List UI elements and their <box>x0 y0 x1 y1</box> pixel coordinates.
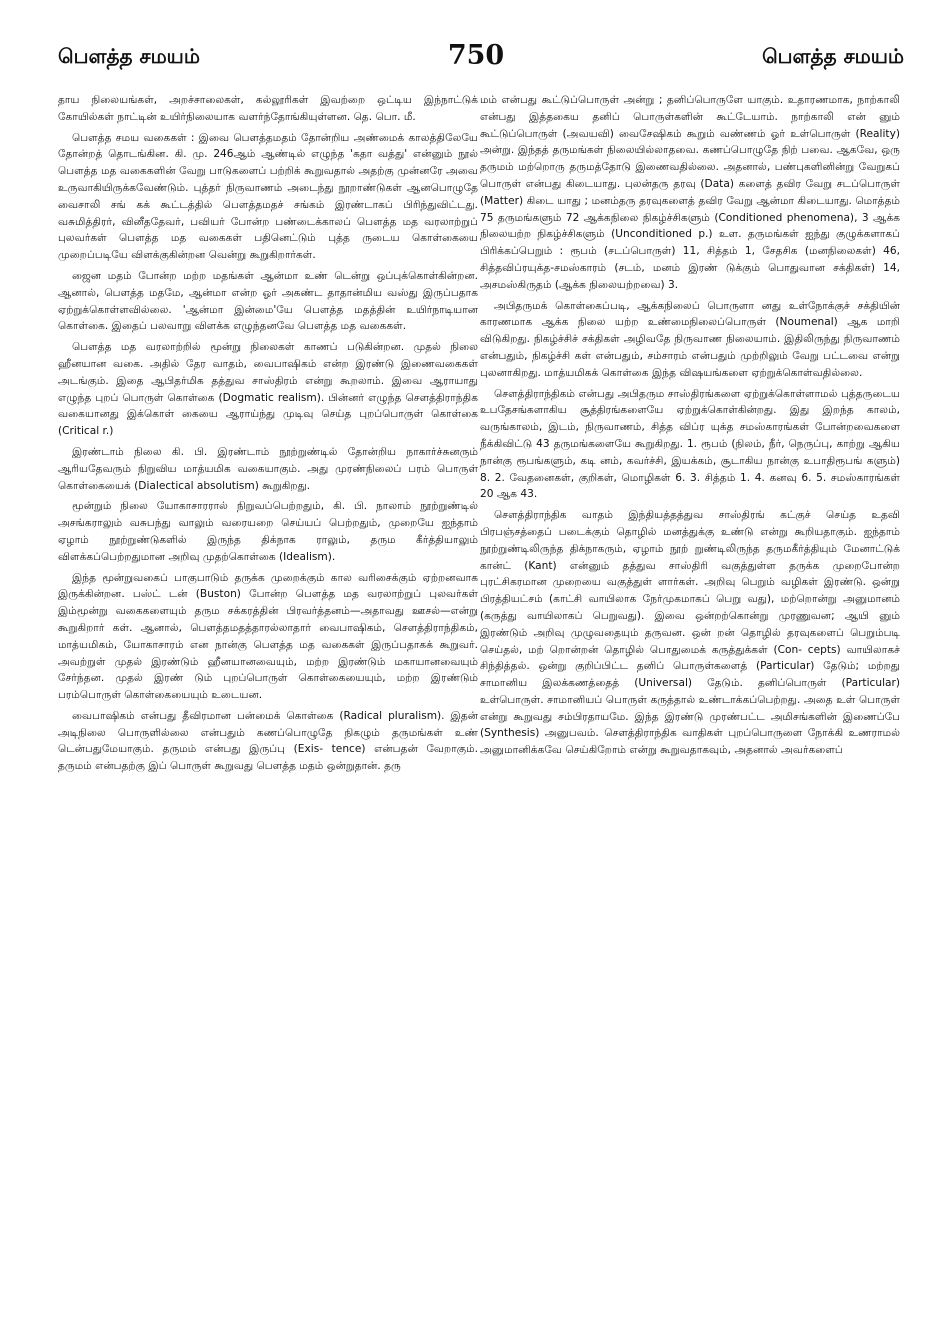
paragraph: தாய நிலையங்கள், அறச்சாலைகள், கல்லூரிகள் இவற்றை ஒட்டிய இந்நாட்டுக் கோயில்கள் நாட்டின் உயிர்நிலையாக வளர்ந்தோங்கியுள்ளன. தெ. பொ. மீ. <box>58 94 478 123</box>
paragraph: பௌத்த மத வரலாற்றில் மூன்று நிலைகள் காணப் படுகின்றன. முதல் நிலை ஹீனயான வகை. அதில் தேர வாதம், வைபாஷிகம் என்ற இரண்டு இணைவகைகள் அடங்கும். இதை ஆபிதர்மிக தத்துவ சாஸ்திரம் என்று கூறலாம். இவை ஆராயாது எழுந்த புறப் பொருள் கொள்கை (Dogmatic realism). பின்னர் எழுந்த சௌத்திராந்திக வகையானது இக்கொள் கையை ஆராய்ந்து முடிவு செய்த புறப்பொருள் கொள்கை (Critical r.) <box>58 341 478 438</box>
paragraph: பௌத்த சமய வகைகள் : இவை பௌத்தமதம் தோன்றிய அண்மைக் காலத்திலேயே தோன்றத் தொடங்கின. கி. மு. 246ஆம் ஆண்டில் எழுந்த 'கதா வத்து' என்னும் நூல் பௌத்த மத வகைகளின் வேறு பாடுகளைப் பற்றிக் கூறுவதால் அதற்கு முன்னரே அவை உருவாகியிருக்கவேண்டும். புத்தர் நிருவாணம் அடைந்து நூறாண்டுகள் ஆனபொழுதே வைசாலி சங் கக் கூட்டத்தில் பௌத்தமதச் சங்கம் இரண்டாகப் பிரிந்துவிட்டது. வசுமித்திரர், வினீததேவர், பவியர் போன்ற பண்டைக்காலப் பௌத்த மத வரலாற்றுப் புலவர்கள் பௌத்த மத வகைகள் பதினெட்டும் புத்த ருடைய கொள்கையை முறைப்படியே விளக்குகின்றன வென்று கூறுகிறார்கள். <box>58 131 478 262</box>
paragraph: வைபாஷிகம் என்பது தீவிரமான பன்மைக் கொள்கை (Radical pluralism). இதன் அடிநிலை பொருளில்லை என்பதும் கணப்பொழுதே நிகழும் தருமங்கள் உண் டென்பதுமேயாகும். தருமம் என்பது இருப்பு (Exis- tence) என்பதன் வேறாகும். தருமம் என்பதற்கு இப் பொருள் கூறுவது பௌத்த மதம் ஒன்றுதான். தரு <box>58 709 478 773</box>
running-header-left: பௌத்த சமயம் <box>58 44 200 68</box>
page-number: 750 <box>447 40 505 71</box>
right-column <box>480 92 900 1332</box>
left-column <box>58 92 478 1332</box>
paragraph: இந்த மூன்றுவகைப் பாகுபாடும் தருக்க முறைக்கும் கால வரிசைக்கும் ஏற்றனவாக இருக்கின்றன. பஸ்ட் டன் (Buston) போன்ற பௌத்த மத வரலாற்றுப் புலவர்கள் இம்மூன்று வகைகளையும் தரும சக்கரத்தின் பிரவர்த்தனம்—அதாவது ஊசல்—என்று கூறுகிறார் கள். ஆனால், பௌத்தமதத்தாரல்லாதார் வைபாஷிகம், சௌத்திராந்திகம், மாத்யமிகம், யோகாசாரம் என நான்கு பௌத்த மத வகைகள் இருப்பதாகக் கூறுவர். அவற்றுள் முதல் இரண்டும் ஹீனயானவையும், மற்ற இரண்டும் மகாயானவையும் சேர்ந்தன. முதல் இரண் டும் புறப்பொருள் கொள்கையையும், மற்ற இரண்டும் பரம்பொருள் கொள்கையையும் உடையன. <box>58 571 478 702</box>
paragraph: அபிதருமக் கொள்கைப்படி, ஆக்கநிலைப் பொருளா னது உள்நோக்குச் சக்தியின் காரணமாக ஆக்க நிலை யற்ற உண்மைநிலைப்பொருள் (Noumenal) ஆக மாறி விடுகிறது. நிகழ்ச்சிச் சக்திகள் அழிவதே நிருவாண நிலையாம். இதிலிருந்து நிருவாணம் என்பதும், நிகழ்ச்சி கள் என்பதும், சம்சாரம் என்பதும் முற்றிலும் வேறு பட்டவை என்று புலனாகிறது. மாத்யமிகக் கொள்கை இந்த விஷயங்களை ஏற்றுக்கொள்வதில்லை. <box>480 299 900 379</box>
paragraph: சௌத்திராந்திக வாதம் இந்தியத்தத்துவ சாஸ்திரங் கட்குச் செய்த உதவி பிரபஞ்சத்தைப் படைக்கும் தொழில் மனத்துக்கு உண்டு என்று கூறியதாகும். ஐந்தாம் நூற்றுண்டிலிருந்த திக்நாகரும், ஏழாம் நூற் றுண்டிலிருந்த தருமகீர்த்தியும் மேனாட்டுக் கான்ட் (Kant) என்னும் தத்துவ சாஸ்திரி வகுத்துள்ள தருக்க முறைபோன்ற புரட்சிகரமான முறையை வகுத்துள் ளார்கள். அறிவு பெறும் வழிகள் இரண்டு. ஒன்று பிரத்தியட்சம் (காட்சி வாயிலாக நேர்முகமாகப் பெறு வது), மற்றொன்று அனுமானம் (கருத்து வாயிலாகப் பெறுவது). இவை ஒன்றற்கொன்று முரணுவன; ஆயி னும் இரண்டும் அறிவு முழுவதையும் தருவன. ஒன் றன் தொழில் தரவுகளைப் பெறும்படி செய்தல், மற் றொன்றன் தொழில் பொதுமைக் கருத்துக்கள் (Con- cepts) வாயிலாகச் சிந்தித்தல். ஒன்று குறிப்பிட்ட தனிப் பொருள்களைத் (Particular) தேடும்; மற்றது சாமானிய இலக்கணத்தைத் (Universal) தேடும். தனிப்பொருள் (Particular) உள்பொருள். சாமானியப் பொருள் கருத்தால் உண்டாக்கப்பெற்றது. அதை உள் பொருள் என்று கூறுவது சம்பிரதாயமே. இந்த இரண்டு முரண்பட்ட அமிசங்களின் இணைப்பே (Synthesis) அனுபவம். சௌத்திராந்திக வாதிகள் புறப்பொருளை நோக்கி உணராமல் அனுமானிக்கவே செய்கிறோம் என்று கூறுவதாகவும், அதனால் அவர்களைப் <box>480 509 900 757</box>
paragraph: இரண்டாம் நிலை கி. பி. இரண்டாம் நூற்றுண்டில் தோன்றிய நாகார்ச்சுனரும் ஆரியதேவரும் நிறுவிய மாத்யமிக வகையாகும். அது முரண்நிலைப் பரம் பொருள் கொள்கையைக் (Dialectical absolutism) கூறுகிறது. <box>58 445 478 492</box>
paragraph: மூன்றும் நிலை யோகாசாரரால் நிறுவப்பெற்றதும், கி. பி. நாலாம் நூற்றுண்டில் அசங்கராலும் வசுபந்து வாலும் வரையறை செய்யப் பெற்றதும், முறையே ஐந்தாம் ஏழாம் நூற்றுண்டுகளில் இருந்த திக்நாக ராலும், தரும கீர்த்தியாலும் விளக்கப்பெற்றதுமான அறிவு முதற்கொள்கை (Idealism). <box>58 500 478 563</box>
paragraph: மம் என்பது கூட்டுப்பொருள் அன்று ; தனிப்பொருளே யாகும். உதாரணமாக, நாற்காலி என்பது இத்தகைய தனிப் பொருள்களின் கூட்டேயாம். நாற்காலி என் னும் கூட்டுப்பொருள் (அவயவி) வைசேஷிகம் கூறும் வண்ணம் ஓர் உள்பொருள் (Reality) அன்று. இந்தத் தருமங்கள் நிலையில்லாதவை. கணப்பொழுதே நிற் பவை. ஆகவே, ஒரு தருமம் மற்றொரு தருமத்தோடு இணைவதில்லை. அதனால், பண்புகளினின்று வேறுகப் பொருள் என்பது கிடையாது. புலன்தரு தரவு (Data) களைத் தவிர வேறு சடப்பொருள் (Matter) கிடை யாது ; மனம்தரு தரவுகளைத் தவிர வேறு ஆன்மா கிடையாது. மொத்தம் 75 தருமங்களும் 72 ஆக்கநிலை நிகழ்ச்சிகளும் (Conditioned phenomena), 3 ஆக்க நிலையற்ற நிகழ்ச்சிகளும் (Unconditioned p.) உள. தருமங்கள் ஐந்து குழுக்களாகப் பிரிக்கப்பெறும் : ரூபம் (சடப்பொருள்) 11, சித்தம் 1, சேதசிக (மனநிலைகள்) 46, சித்தவிப்ரயுக்த-சமஸ்காரம் (சடம், மனம் இரண் டுக்கும் பொதுவான சக்திகள்) 14, அசமஸ்கிருதம் (ஆக்க நிலையற்றவை) 3. <box>480 94 900 291</box>
paragraph: சௌத்திராந்திகம் என்பது அபிதரும சாஸ்திரங்களை ஏற்றுக்கொள்ளாமல் புத்தருடைய உபதேசங்களாகிய சூத்திரங்களையே ஏற்றுக்கொள்கின்றது. இது இறந்த காலம், வருங்காலம், இடம், நிருவாணம், சித்த விப்ர யுக்த சமஸ்காரங்கள் போன்றவைகளை நீக்கிவிட்டு 43 தருமங்களையே கூறுகிறது. 1. ரூபம் (நிலம், நீர், நெருப்பு, காற்று ஆகிய நான்கு ரூபங்களும், கடி னம், கவர்ச்சி, இயக்கம், சூடாகிய நான்கு உபாதிரூபங் களும்) 8. 2. வேதனைகள், குறிகள், மொழிகள் 6. 3. சித்தம் 1. 4. கனவு 6. 5. சமஸ்காரங்கள் 20 ஆக 43. <box>480 387 900 501</box>
running-header-right: பௌத்த சமயம் <box>762 44 904 68</box>
paragraph: ஜைன மதம் போன்ற மற்ற மதங்கள் ஆன்மா உண் டென்று ஒப்புக்கொள்கின்றன. ஆனால், பௌத்த மதமே, ஆன்மா என்ற ஓர் அகண்ட தாதான்மிய வஸ்து இருப்பதாக ஏற்றுக்கொள்ளவில்லை. 'ஆன்மா இன்மை'யே பௌத்த மதத்தின் உயிர்நாடியான கொள்கை. இதைப் பலவாறு விளக்க எழுந்தனவே பௌத்த மத வகைகள். <box>58 269 478 333</box>
